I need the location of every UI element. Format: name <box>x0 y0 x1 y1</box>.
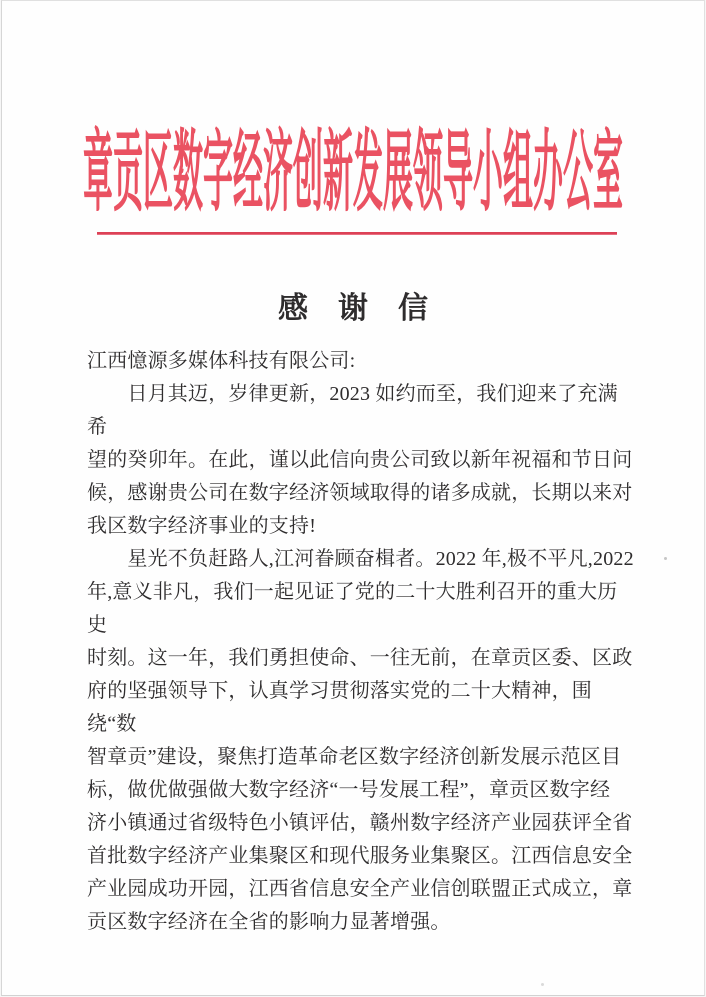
letter-body <box>87 345 635 939</box>
body-line: 年,意义非凡，我们一起见证了党的二十大胜利召开的重大历史 <box>87 581 618 636</box>
scan-speck <box>664 557 667 560</box>
body-line: 望的癸卯年。在此，谨以此信向贵公司致以新年祝福和节日问 <box>87 449 633 471</box>
body-line: 标，做优做强做大数字经济“一号发展工程”，章贡区数字经 <box>87 779 611 801</box>
body-line: 济小镇通过省级特色小镇评估，赣州数字经济产业园获评全省 <box>87 812 633 834</box>
body-line: 候，感谢贵公司在数字经济领域取得的诸多成就，长期以来对 <box>87 482 633 504</box>
body-line: 时刻。这一年，我们勇担使命、一往无前，在章贡区委、区政 <box>87 647 633 669</box>
body-line: 日月其迈，岁律更新，2023 如约而至，我们迎来了充满希 <box>87 383 618 438</box>
body-line: 产业园成功开园，江西省信息安全产业信创联盟正式成立，章 <box>87 878 633 900</box>
body-line: 我区数字经济事业的支持! <box>87 515 317 537</box>
scanned-letter-page <box>1 0 705 996</box>
body-line: 智章贡”建设，聚焦打造革命老区数字经济创新发展示范区目 <box>87 746 622 768</box>
body-line: 江西憶源多媒体科技有限公司: <box>87 350 356 372</box>
body-line: 星光不负赶路人,江河眷顾奋楫者。2022 年,极不平凡,2022 <box>87 548 634 570</box>
body-line: 贡区数字经济在全省的影响力显著增强。 <box>87 911 451 933</box>
letterhead-divider-line <box>97 232 617 235</box>
body-line: 府的坚强领导下，认真学习贯彻落实党的二十大精神，围绕“数 <box>87 680 592 735</box>
body-line: 首批数字经济产业集聚区和现代服务业集聚区。江西信息安全 <box>87 845 633 867</box>
scan-speck <box>541 983 544 986</box>
letterhead-org-name: 章贡区数字经济创新发展领导小组办公室 <box>83 125 623 224</box>
letter-title: 感 谢 信 <box>278 292 428 325</box>
